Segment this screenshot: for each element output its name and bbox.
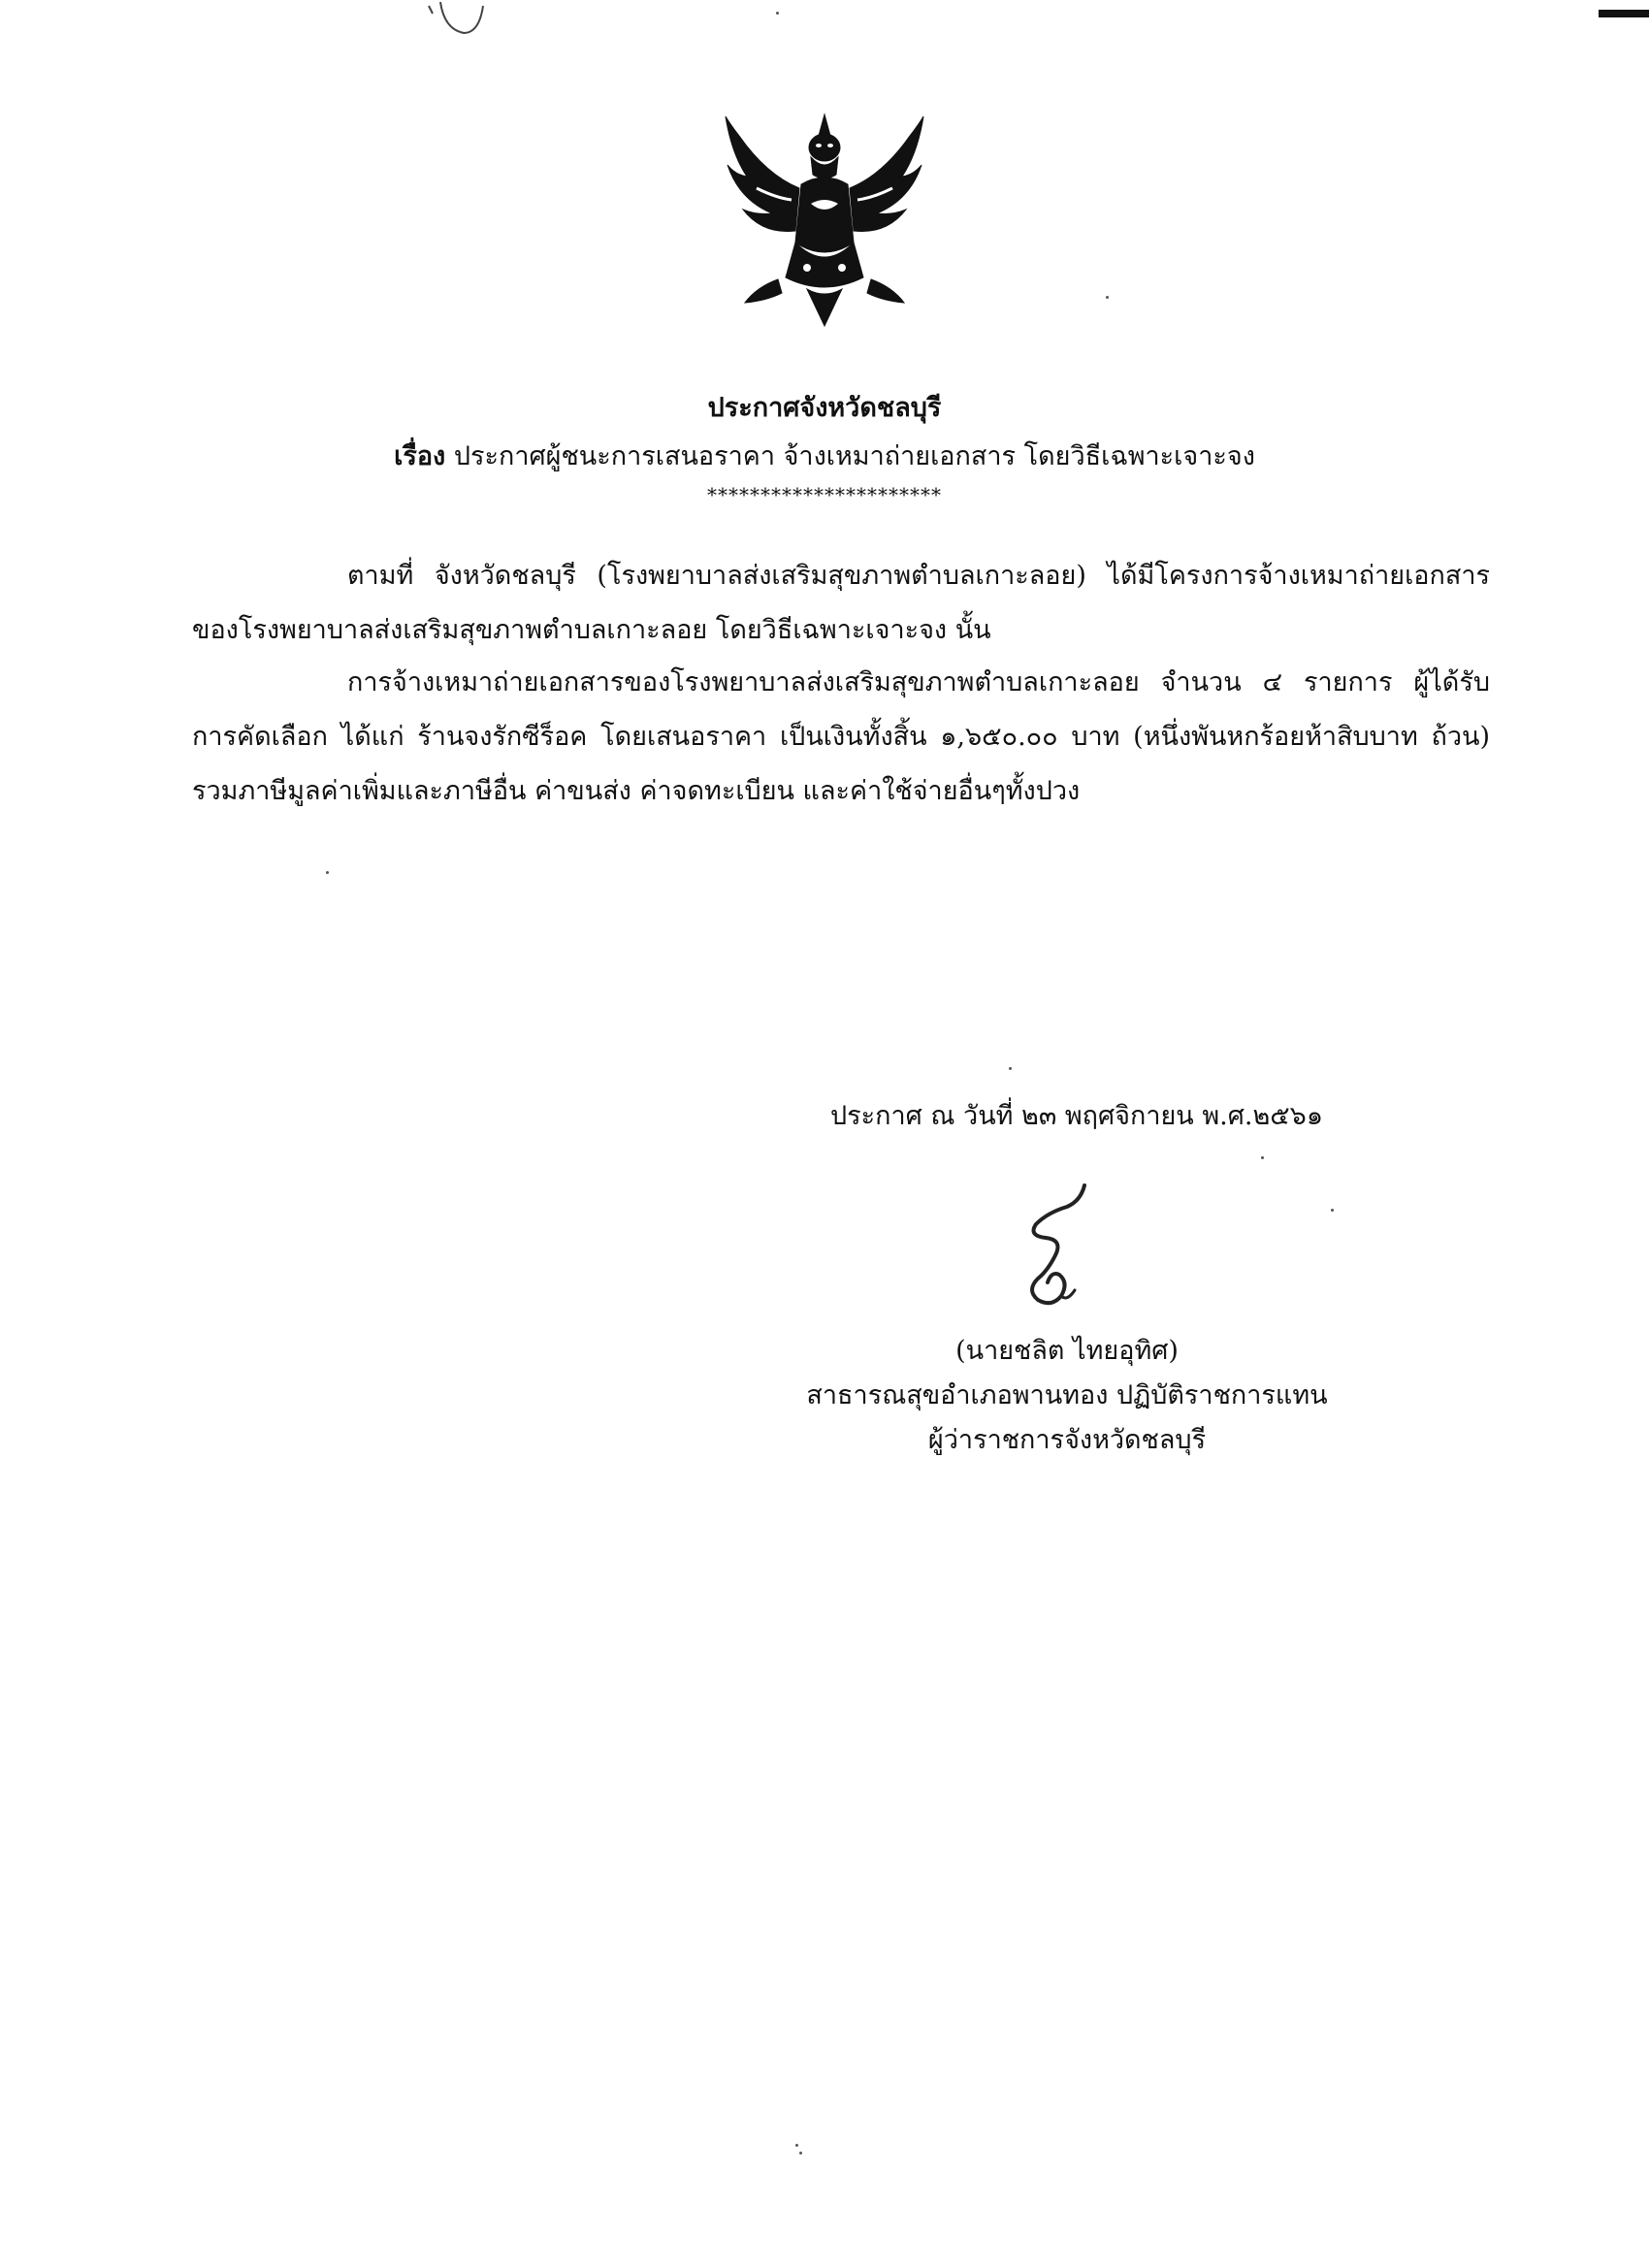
garuda-emblem-icon — [718, 107, 931, 330]
announcement-subject — [194, 435, 1455, 476]
separator-stars: ********************** — [707, 483, 942, 506]
body-paragraph-2: การจ้างเหมาถ่ายเอกสารของโรงพยาบาลส่งเสริมสุขภาพตำบลเกาะลอย จำนวน ๔ รายการ ผู้ได้รับ การคัดเลือก ได้แก่ ร้านจงรักซีร็อค โดยเสนอราคา เป็นเงินทั้งสิ้น ๑,๖๕๐.๐๐ บาท (หนึ่งพันหกร้อยห้าสิบบาท ถ้วน) รวมภาษีมูลค่าเพิ่มและภาษีอื่น ค่าขนส่ง ค่าจดทะเบียน และค่าใช้จ่ายอื่นๆทั้งปวง — [192, 667, 1490, 806]
body-paragraph-1: ตามที่ จังหวัดชลบุรี (โรงพยาบาลส่งเสริมสุขภาพตำบลเกาะลอย) ได้มีโครงการจ้างเหมาถ่ายเอกสาร ของโรงพยาบาลส่งเสริมสุขภาพตำบลเกาะลอย โดยวิธีเฉพาะเจาะจง นั้น — [192, 561, 1490, 645]
signatory-block — [776, 1329, 1358, 1463]
subject-text: ประกาศผู้ชนะการเสนอราคา จ้างเหมาถ่ายเอกสาร โดยวิธีเฉพาะเจาะจง — [453, 441, 1255, 471]
announcement-date: ประกาศ ณ วันที่ ๒๓ พฤศจิกายน พ.ศ.๒๕๖๑ — [830, 1101, 1323, 1131]
signatory-office: ผู้ว่าราชการจังหวัดชลบุรี — [927, 1425, 1207, 1455]
signatory-name: (นายชลิต ไทยอุทิศ) — [955, 1336, 1179, 1366]
scan-edge-mark — [1599, 10, 1649, 17]
signatory-position: สาธารณสุขอำเภอพานทอง ปฏิบัติราชการแทน — [806, 1380, 1328, 1410]
hole-punch-mark — [423, 0, 491, 39]
handwritten-signature — [1009, 1182, 1125, 1317]
announcement-title: ประกาศจังหวัดชลบุรี — [707, 393, 942, 423]
subject-label: เรื่อง — [394, 441, 446, 471]
